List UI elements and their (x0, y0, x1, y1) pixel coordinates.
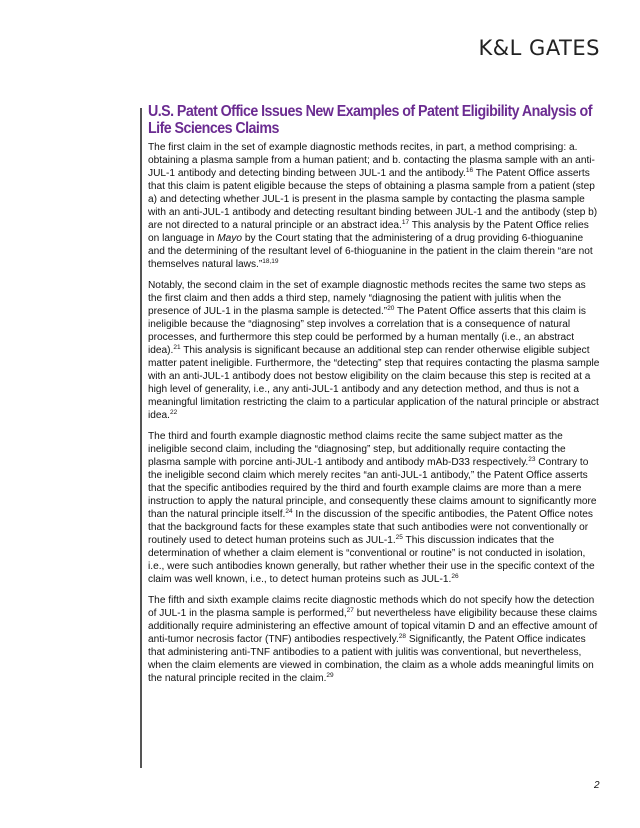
text-run: The Patent Office asserts that this claim is patent eligible because the steps of obtaining a plasma sample from a patient (step a) and detecting whether JUL-1 is present in the plasma sample by contacting the plasma sample with an anti-JUL-1 antibody and detecting resultant binding between JUL-1 and the antibody (step b) are not directed to a natural principle or an abstract idea. (148, 168, 598, 231)
paragraph-3 (148, 430, 601, 586)
footnote-ref: 23 (528, 456, 536, 463)
text-run: This analysis by the Patent Office relies on language in (148, 220, 589, 244)
article-body (148, 103, 601, 693)
footnote-ref: 18,19 (262, 258, 279, 265)
footnote-ref: 28 (398, 633, 407, 640)
text-run: Contrary to the ineligible second claim which merely recites “an anti-JUL-1 antibody,” the Patent Office asserts that the specific antibodies required by the third and fourth example claims are more than a mere instruction to apply the natural principle, and consequently these claims amount to significantly more than the natural principle itself. (148, 457, 597, 520)
paragraph-1 (148, 141, 601, 271)
footnote-ref: 24 (285, 508, 293, 515)
footnote-ref: 27 (346, 607, 354, 614)
text-run: Notably, the second claim in the set of example diagnostic methods recites the same two steps as the first claim and then adds a third step, namely “diagnosing the patient with julitis when the presence of JUL-1 in the plasma sample is detected.” (148, 280, 586, 317)
article-title: U.S. Patent Office Issues New Examples of Patent Eligibility Analysis of Life Sciences Claims (148, 103, 592, 137)
text-run: by the Court stating that the administering of a drug providing 6-thioguanine and the determining of the resultant level of 6-thioguanine in the patient in the claim therein “are not themselves natural laws.” (148, 233, 593, 270)
footnote-ref: 17 (401, 219, 410, 226)
text-run: In the discussion of the specific antibodies, the Patent Office notes that the background facts for these examples state that such antibodies were not conventionally or routinely used to detect human proteins such as JUL-1. (148, 509, 593, 546)
text-run: Significantly, the Patent Office indicates that administering anti-TNF antibodies to a patient with julitis was conventional, but nevertheless, when the claim elements are viewed in combination, the claim as a whole adds meaningful limits on the natural principle recited in the claim. (148, 634, 594, 684)
page-number: 2 (594, 780, 600, 791)
footnote-ref: 22 (169, 409, 178, 416)
text-run: This discussion indicates that the determination of whether a claim element is “conventional or routine” is not conducted in isolation, i.e., were such antibodies known generally, but rather whether their use in the specific context of the claim was well known, i.e., to detect human proteins such as JUL-1. (148, 535, 595, 585)
paragraph-4 (148, 594, 601, 685)
text-run: The first claim in the set of example diagnostic methods recites, in part, a method comprising: a. obtaining a plasma sample from a human patient; and b. contacting the plasma sample with an anti-JUL-1 antibody and detecting binding between JUL-1 and the antibody. (148, 142, 595, 179)
footnote-ref: 20 (387, 305, 395, 312)
text-run: but nevertheless have eligibility because these claims additionally require administering an effective amount of topical vitamin D and an effective amount of anti-tumor necrosis factor (TNF) antibodies respectively. (148, 608, 598, 645)
footnote-ref: 16 (465, 167, 474, 174)
firm-logo: K&L GATES (478, 36, 600, 60)
text-run: The third and fourth example diagnostic method claims recite the same subject matter as the ineligible second claim, including the “diagnosing” step, but additionally require contacting the plasma sample with porcine anti-JUL-1 antibody and antibody mAb-D33 respectively. (148, 431, 566, 468)
margin-rule (140, 108, 142, 768)
text-run: The fifth and sixth example claims recite diagnostic methods which do not specify how the detection of JUL-1 in the plasma sample is performed, (148, 595, 595, 619)
footnote-ref: 21 (173, 344, 181, 351)
paragraph-2 (148, 279, 601, 422)
footnote-ref: 26 (451, 573, 459, 580)
case-name: Mayo (217, 233, 243, 244)
footnote-ref: 25 (395, 534, 403, 541)
text-run: This analysis is significant because an additional step can render otherwise eligible subject matter patent ineligible. Furthermore, the “detecting” step that requires contacting the plasma sample with an anti-JUL-1 antibody does not bestow eligibility on the claim because this step is recited at a high level of generality, i.e., any anti-JUL-1 antibody and any detection method, and thus is not a meaningful limitation restricting the claim to a particular application of the natural principle or abstract idea. (148, 345, 600, 421)
footnote-ref: 29 (326, 672, 334, 679)
text-run: The Patent Office asserts that this claim is ineligible because the “diagnosing” step involves a correlation that is a consequence of natural processes, and furthermore this step could be performed by a human mentally (i.e., an abstract idea). (148, 306, 586, 356)
